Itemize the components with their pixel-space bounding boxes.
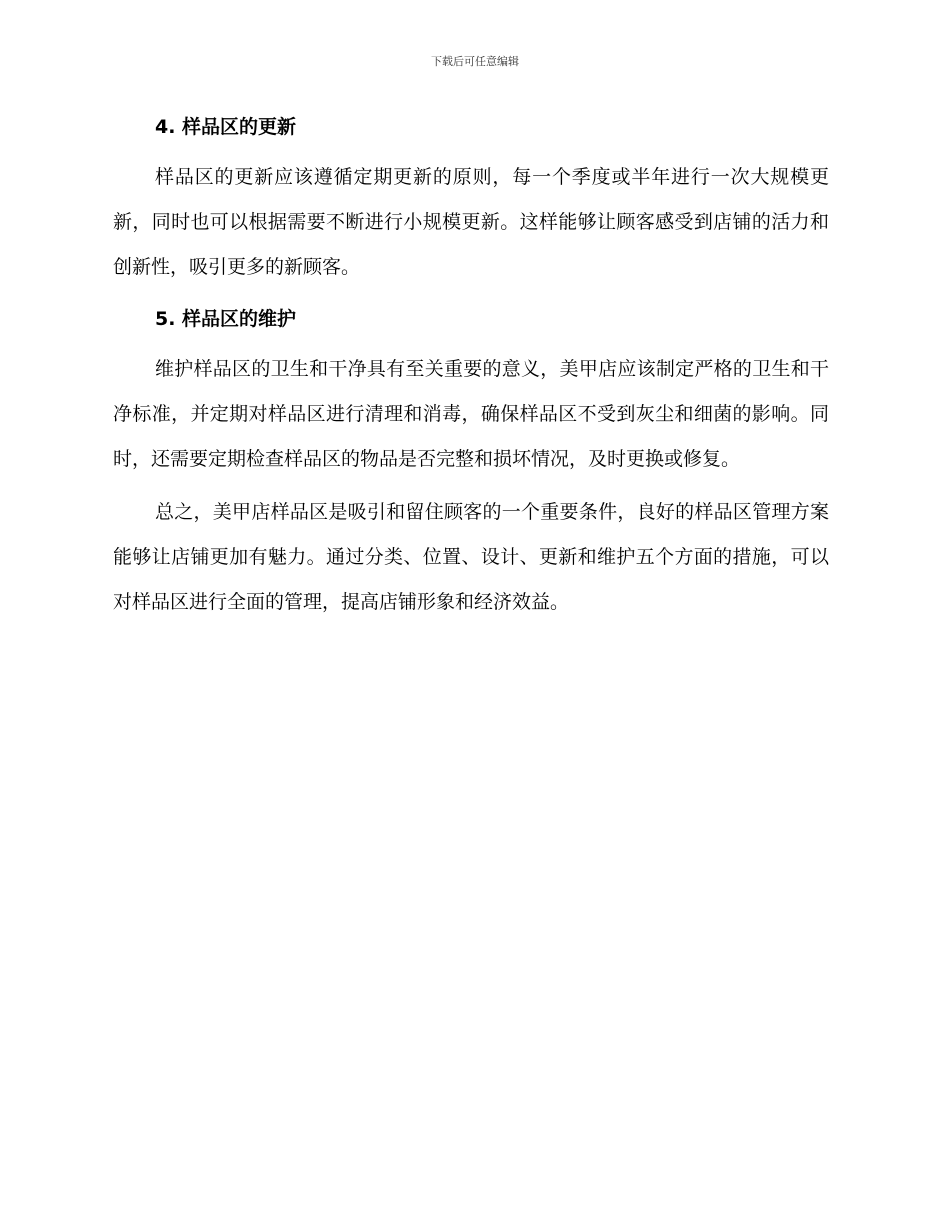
section-heading: 5. 样品区的维护 (155, 308, 297, 330)
document-body (113, 112, 829, 633)
section-sample-area-maintenance (113, 304, 829, 625)
paragraph-conclusion: 总之，美甲店样品区是吸引和留住顾客的一个重要条件，良好的样品区管理方案能够让店铺更加有魅力。通过分类、位置、设计、更新和维护五个方面的措施，可以对样品区进行全面的管理，提高店铺形象和经济效益。 (113, 501, 829, 613)
page-header: 下载后可任意编辑 (431, 55, 519, 68)
section-sample-area-update (113, 112, 829, 290)
section-heading: 4. 样品区的更新 (155, 116, 297, 138)
paragraph: 维护样品区的卫生和干净具有至关重要的意义，美甲店应该制定严格的卫生和干净标准，并定期对样品区进行清理和消毒，确保样品区不受到灰尘和细菌的影响。同时，还需要定期检查样品区的物品是否完整和损坏情况，及时更换或修复。 (113, 358, 829, 470)
paragraph: 样品区的更新应该遵循定期更新的原则，每一个季度或半年进行一次大规模更新，同时也可以根据需要不断进行小规模更新。这样能够让顾客感受到店铺的活力和创新性，吸引更多的新顾客。 (113, 166, 829, 278)
